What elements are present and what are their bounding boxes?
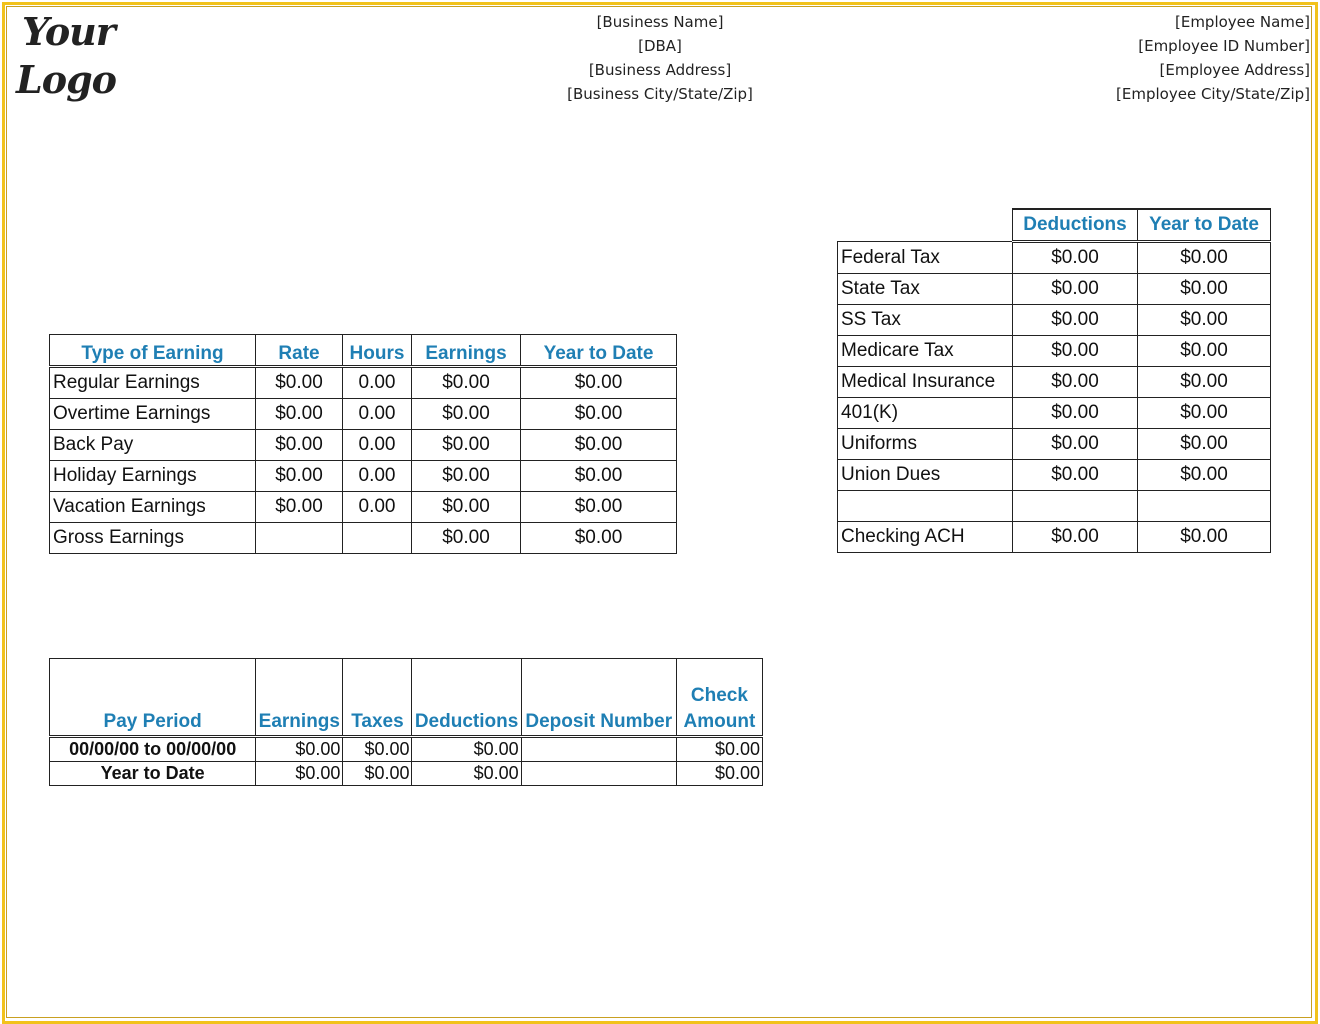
earning-hours: 0.00 xyxy=(343,492,412,523)
table-row xyxy=(838,522,1271,553)
logo-line-1: Your xyxy=(22,9,115,54)
earning-ytd: $0.00 xyxy=(521,367,677,399)
deduction-amount: $0.00 xyxy=(1013,336,1138,367)
table-row xyxy=(838,305,1271,336)
deduction-type xyxy=(838,491,1013,522)
summary-pay-period: 00/00/00 to 00/00/00 xyxy=(50,737,256,762)
earning-amount: $0.00 xyxy=(412,399,521,430)
deduction-ytd: $0.00 xyxy=(1138,242,1271,274)
earning-rate: $0.00 xyxy=(256,430,343,461)
earnings-header-ytd: Year to Date xyxy=(521,335,677,367)
deduction-type: SS Tax xyxy=(838,305,1013,336)
earning-rate: $0.00 xyxy=(256,492,343,523)
earnings-header-rate: Rate xyxy=(256,335,343,367)
summary-pay-period: Year to Date xyxy=(50,762,256,786)
table-row xyxy=(838,398,1271,429)
table-row xyxy=(838,274,1271,305)
deduction-ytd: $0.00 xyxy=(1138,398,1271,429)
earnings-table xyxy=(49,334,677,554)
deduction-type: Union Dues xyxy=(838,460,1013,491)
earning-type: Gross Earnings xyxy=(50,523,256,554)
deduction-type: Medical Insurance xyxy=(838,367,1013,398)
summary-earnings: $0.00 xyxy=(256,737,343,762)
deductions-header-ytd: Year to Date xyxy=(1138,209,1271,242)
deduction-amount: $0.00 xyxy=(1013,305,1138,336)
summary-earnings: $0.00 xyxy=(256,762,343,786)
deduction-type: Uniforms xyxy=(838,429,1013,460)
logo-line-2: Logo xyxy=(16,57,116,102)
summary-deposit-number xyxy=(521,737,676,762)
table-row xyxy=(838,429,1271,460)
summary-header-pay-period: Pay Period xyxy=(50,659,256,737)
summary-taxes: $0.00 xyxy=(343,762,412,786)
table-row xyxy=(838,491,1271,522)
summary-check-amount: $0.00 xyxy=(676,737,762,762)
table-row xyxy=(50,367,677,399)
earning-type: Holiday Earnings xyxy=(50,461,256,492)
deduction-type: State Tax xyxy=(838,274,1013,305)
earning-type: Vacation Earnings xyxy=(50,492,256,523)
table-row xyxy=(838,367,1271,398)
summary-header-earnings: Earnings xyxy=(256,659,343,737)
table-row xyxy=(50,762,763,786)
earning-type: Back Pay xyxy=(50,430,256,461)
table-row xyxy=(50,399,677,430)
business-info xyxy=(520,10,800,106)
deductions-header-blank xyxy=(838,209,1013,242)
table-row xyxy=(50,492,677,523)
earning-rate: $0.00 xyxy=(256,399,343,430)
earning-rate xyxy=(256,523,343,554)
deduction-amount: $0.00 xyxy=(1013,522,1138,553)
deduction-type: Checking ACH xyxy=(838,522,1013,553)
deductions-header-deductions: Deductions xyxy=(1013,209,1138,242)
deduction-amount: $0.00 xyxy=(1013,274,1138,305)
deduction-amount xyxy=(1013,491,1138,522)
earning-ytd: $0.00 xyxy=(521,399,677,430)
earning-ytd: $0.00 xyxy=(521,492,677,523)
pay-summary-table xyxy=(49,658,763,786)
earnings-header-earnings: Earnings xyxy=(412,335,521,367)
table-row xyxy=(50,461,677,492)
business-dba: [DBA] xyxy=(638,37,682,55)
table-row xyxy=(838,336,1271,367)
summary-header-taxes: Taxes xyxy=(343,659,412,737)
business-city-state-zip: [Business City/State/Zip] xyxy=(567,85,753,103)
earning-hours xyxy=(343,523,412,554)
summary-header-check-amount: Check Amount xyxy=(676,659,762,737)
deduction-amount: $0.00 xyxy=(1013,398,1138,429)
earning-amount: $0.00 xyxy=(412,461,521,492)
deduction-ytd: $0.00 xyxy=(1138,460,1271,491)
earning-amount: $0.00 xyxy=(412,367,521,399)
employee-city-state-zip: [Employee City/State/Zip] xyxy=(1116,85,1310,103)
table-row xyxy=(838,242,1271,274)
deduction-amount: $0.00 xyxy=(1013,367,1138,398)
summary-header-deposit-number: Deposit Number xyxy=(521,659,676,737)
summary-header-deductions: Deductions xyxy=(412,659,521,737)
earning-hours: 0.00 xyxy=(343,399,412,430)
summary-header-row xyxy=(50,659,763,737)
earning-hours: 0.00 xyxy=(343,430,412,461)
employee-address: [Employee Address] xyxy=(1159,61,1310,79)
earning-rate: $0.00 xyxy=(256,367,343,399)
earnings-header-type: Type of Earning xyxy=(50,335,256,367)
company-logo xyxy=(16,8,126,118)
earnings-header-hours: Hours xyxy=(343,335,412,367)
summary-deductions: $0.00 xyxy=(412,762,521,786)
earnings-header-row xyxy=(50,335,677,367)
summary-check-amount: $0.00 xyxy=(676,762,762,786)
table-row xyxy=(50,430,677,461)
deduction-ytd: $0.00 xyxy=(1138,336,1271,367)
deductions-table xyxy=(837,208,1271,553)
employee-name: [Employee Name] xyxy=(1174,13,1310,31)
deduction-amount: $0.00 xyxy=(1013,242,1138,274)
deduction-type: Medicare Tax xyxy=(838,336,1013,367)
table-row xyxy=(838,460,1271,491)
summary-deductions: $0.00 xyxy=(412,737,521,762)
business-address: [Business Address] xyxy=(588,61,732,79)
employee-id: [Employee ID Number] xyxy=(1138,37,1310,55)
deduction-ytd: $0.00 xyxy=(1138,305,1271,336)
earning-ytd: $0.00 xyxy=(521,523,677,554)
deduction-type: Federal Tax xyxy=(838,242,1013,274)
business-name: [Business Name] xyxy=(596,13,724,31)
earning-amount: $0.00 xyxy=(412,523,521,554)
deduction-ytd: $0.00 xyxy=(1138,367,1271,398)
earning-amount: $0.00 xyxy=(412,430,521,461)
deduction-ytd: $0.00 xyxy=(1138,429,1271,460)
table-row xyxy=(50,737,763,762)
earning-ytd: $0.00 xyxy=(521,430,677,461)
deduction-ytd xyxy=(1138,491,1271,522)
deduction-amount: $0.00 xyxy=(1013,460,1138,491)
earning-rate: $0.00 xyxy=(256,461,343,492)
earning-ytd: $0.00 xyxy=(521,461,677,492)
summary-taxes: $0.00 xyxy=(343,737,412,762)
deduction-type: 401(K) xyxy=(838,398,1013,429)
earning-amount: $0.00 xyxy=(412,492,521,523)
earning-type: Regular Earnings xyxy=(50,367,256,399)
deduction-amount: $0.00 xyxy=(1013,429,1138,460)
employee-info xyxy=(1010,10,1310,106)
deduction-ytd: $0.00 xyxy=(1138,522,1271,553)
earning-hours: 0.00 xyxy=(343,367,412,399)
earning-hours: 0.00 xyxy=(343,461,412,492)
summary-deposit-number xyxy=(521,762,676,786)
table-row xyxy=(50,523,677,554)
earning-type: Overtime Earnings xyxy=(50,399,256,430)
deductions-header-row xyxy=(838,209,1271,242)
deduction-ytd: $0.00 xyxy=(1138,274,1271,305)
